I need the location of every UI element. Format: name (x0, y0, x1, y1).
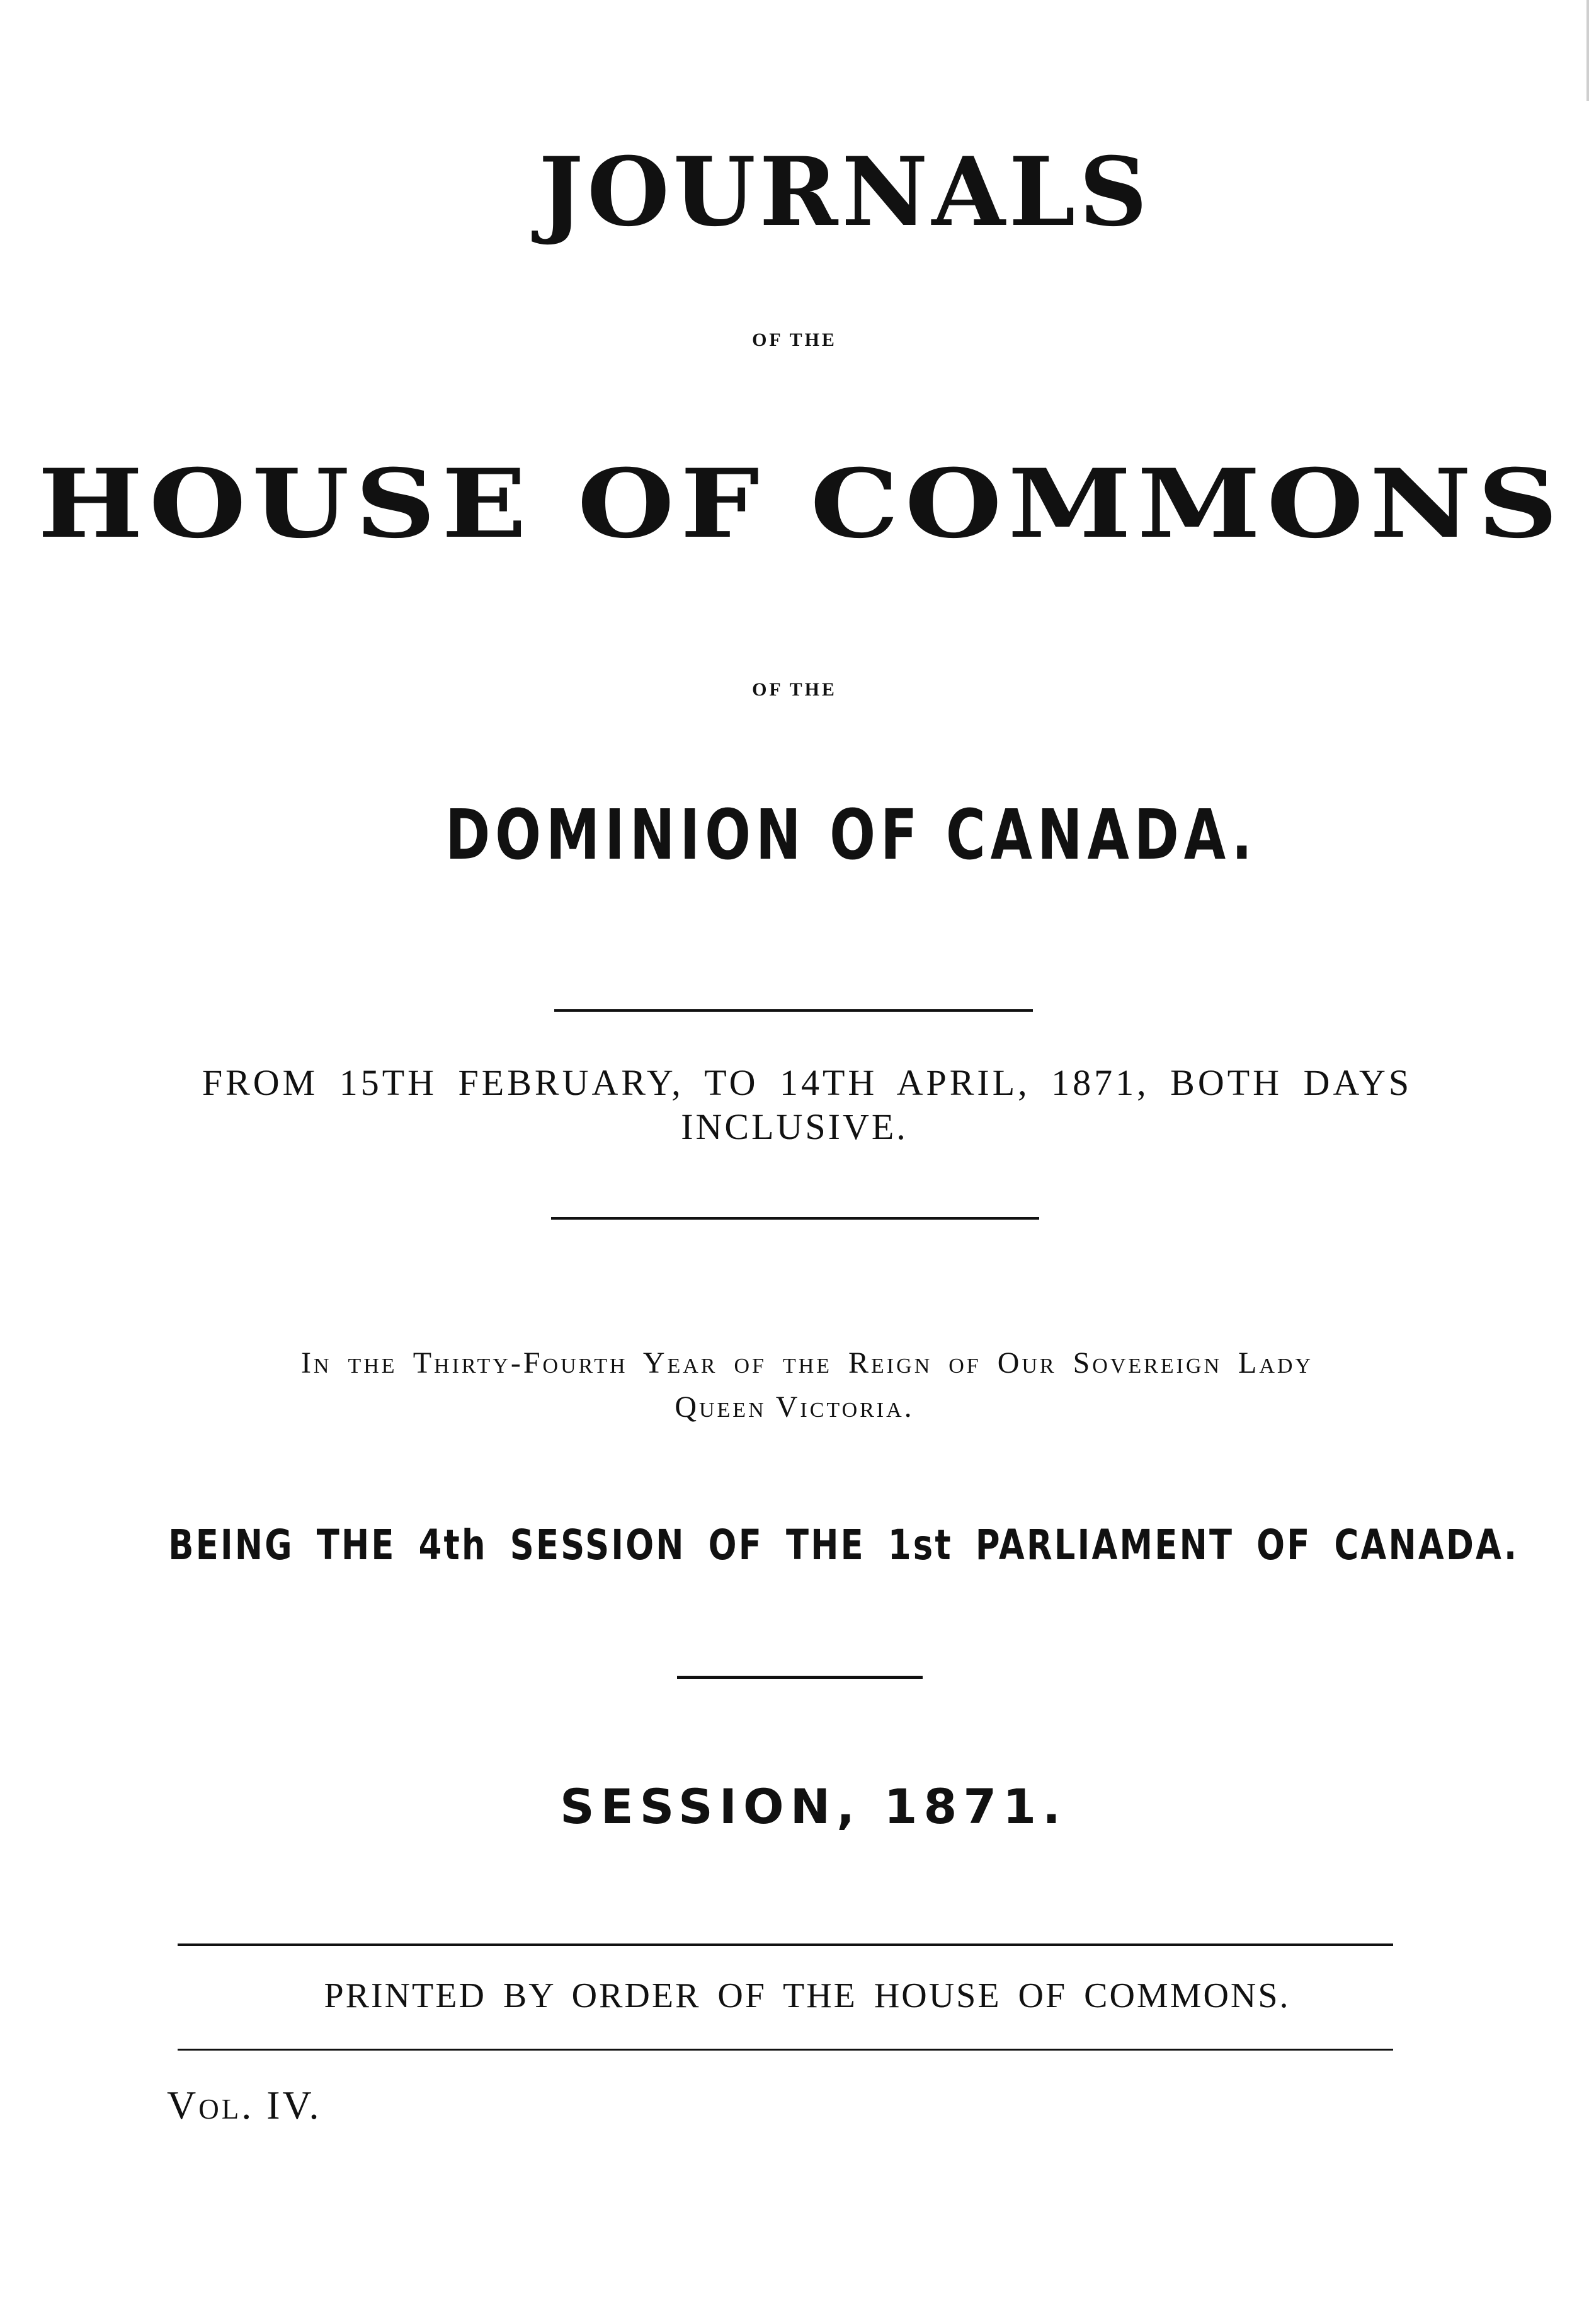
session-year: SESSION, 1871. (560, 1778, 1067, 1835)
divider-rule (178, 1943, 1393, 1946)
of-the-label: OF THE (752, 679, 837, 700)
volume-number: Vol. IV. (167, 2083, 322, 2127)
house-of-commons-heading: HOUSE OF COMMONS (37, 449, 1564, 559)
reign-queen-line: Queen Victoria. (675, 1390, 914, 1424)
divider-rule (677, 1676, 923, 1679)
printed-by-line: PRINTED BY ORDER OF THE HOUSE OF COMMONS. (324, 1976, 1290, 2015)
session-parliament-line: BEING THE 4th SESSION OF THE 1st PARLIAMENT OF CANADA. (168, 1521, 1519, 1569)
of-the-label: OF THE (752, 329, 837, 350)
divider-rule (551, 1217, 1039, 1220)
date-range-inclusive: INCLUSIVE. (681, 1106, 908, 1147)
journals-title: JOURNALS (538, 137, 1151, 248)
dominion-of-canada-heading: DOMINION OF CANADA. (445, 794, 1257, 875)
page-edge (1586, 0, 1589, 101)
reign-line: In the Thirty-Fourth Year of the Reign of Our Sovereign Lady (300, 1346, 1314, 1380)
divider-rule (554, 1009, 1033, 1012)
date-range-line: FROM 15TH FEBRUARY, TO 14TH APRIL, 1871, BOTH DAYS (202, 1062, 1413, 1103)
divider-rule (178, 2049, 1393, 2051)
